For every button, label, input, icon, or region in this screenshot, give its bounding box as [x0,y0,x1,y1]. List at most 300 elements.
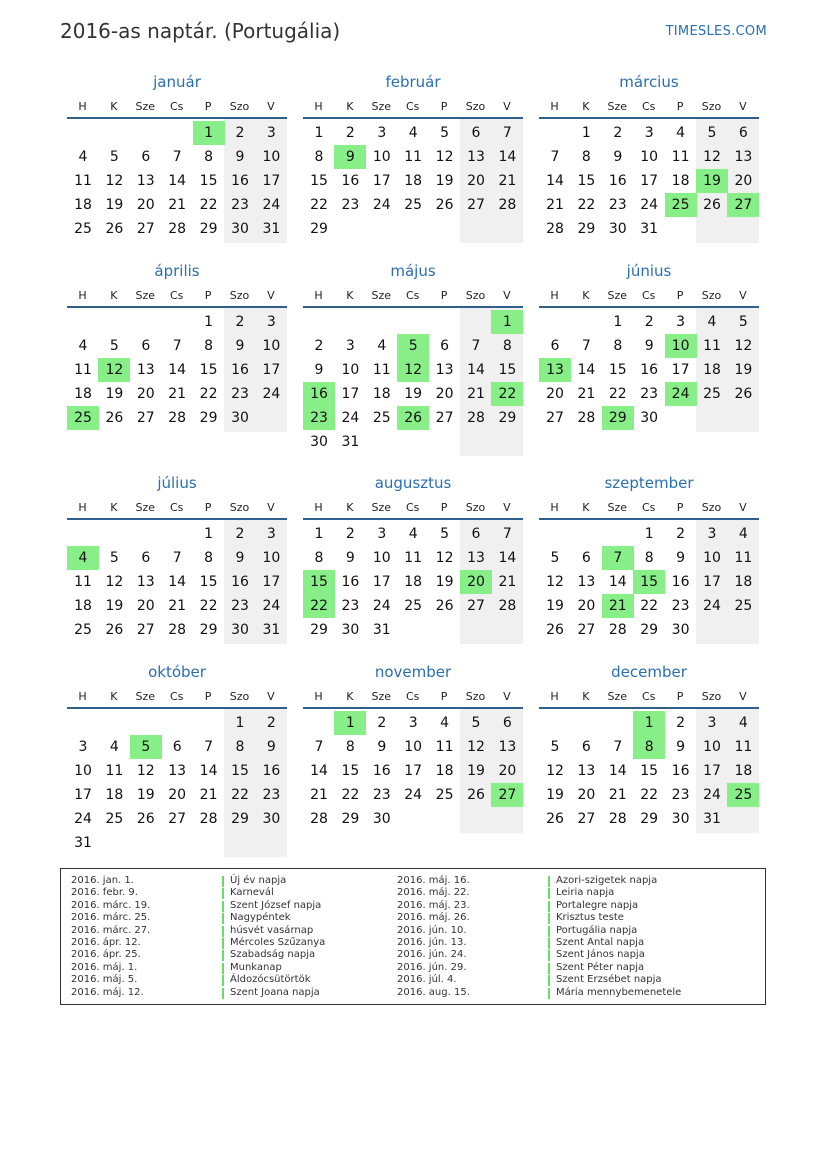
legend-date: 2016. márc. 25. [71,912,151,924]
day-cell: 14 [310,763,328,779]
day-cell: 14 [498,149,517,165]
day-cell: 4 [109,739,119,755]
day-cell: 17 [262,173,281,189]
month-name: június [626,262,672,280]
weekday-label: P [440,501,448,514]
legend-marker [222,913,224,924]
weekday-label: K [110,501,118,514]
day-cell: 8 [613,338,623,354]
day-cell: 24 [262,197,281,213]
day-cell: 22 [199,386,218,402]
day-cell: 20 [467,173,485,189]
month-name: szeptember [604,474,694,492]
day-cell: 8 [502,338,512,354]
holiday-day-cell: 7 [602,546,634,570]
day-cell: 5 [550,550,560,566]
day-cell: 11 [435,739,454,755]
weekday-label: P [440,100,448,113]
month-name: január [153,73,201,91]
day-cell: 9 [235,149,245,165]
day-cell: 7 [172,338,182,354]
page-title: 2016-as naptár. (Portugália) [60,19,341,43]
day-cell: 21 [498,173,517,189]
day-cell: 5 [707,125,717,141]
day-cell: 15 [199,173,218,189]
day-cell: 7 [172,550,182,566]
holiday-day-cell: 1 [633,711,665,735]
weekday-label: Szo [229,100,250,113]
day-cell: 21 [467,386,485,402]
legend-marker [548,888,550,899]
day-cell: 26 [435,598,454,614]
day-cell: 3 [266,314,276,330]
day-cell: 15 [608,362,627,378]
day-cell: 25 [734,598,753,614]
day-cell: 28 [546,221,564,237]
day-cell: 30 [671,811,690,827]
weekday-header [539,501,759,517]
day-cell: 16 [231,574,249,590]
weekday-header [539,100,759,116]
legend-date: 2016. jún. 10. [397,924,467,936]
weekday-label: Sze [135,501,156,514]
month-name: augusztus [374,474,452,492]
weekday-label: Cs [405,100,420,113]
day-cell: 10 [262,550,281,566]
day-cell: 27 [136,622,155,638]
legend-holiday-name: Nagypéntek [230,912,291,924]
day-cell: 14 [577,362,596,378]
day-cell: 8 [314,550,324,566]
day-cell: 8 [345,739,355,755]
weekday-label: P [440,289,448,302]
legend-date: 2016. aug. 15. [397,986,470,998]
day-cell: 10 [640,149,659,165]
legend-holiday-name: Karnevál [230,887,274,899]
day-cell: 29 [310,221,328,237]
holiday-day-cell: 15 [633,570,665,594]
day-cell: 9 [676,550,686,566]
day-cell: 19 [435,574,454,590]
month-name: február [385,73,441,91]
legend-date: 2016. febr. 9. [71,887,138,899]
day-cell: 12 [467,739,485,755]
holiday-day-cell: 27 [491,783,523,807]
day-cell: 6 [141,149,151,165]
weekday-label: Cs [169,289,184,302]
day-cell: 29 [640,622,659,638]
holiday-day-cell: 27 [727,193,759,217]
day-cell: 5 [109,550,119,566]
weekday-label: H [550,501,559,514]
day-cell: 15 [640,763,659,779]
day-cell: 10 [341,362,360,378]
day-cell: 4 [78,338,88,354]
legend-holiday-name: Krisztus teste [556,912,624,924]
day-cell: 24 [262,386,281,402]
day-cell: 2 [345,526,355,542]
legend-marker [548,926,550,937]
legend-holiday-name: Mércoles Szűzanya [230,937,326,948]
day-cell: 6 [471,125,481,141]
day-cell: 31 [341,434,360,450]
day-cell: 15 [577,173,596,189]
day-cell: 14 [168,362,187,378]
day-cell: 6 [581,739,591,755]
day-cell: 18 [435,763,454,779]
days-grid [303,709,523,833]
day-cell: 2 [613,125,623,141]
holiday-day-cell: 25 [727,783,759,807]
weekday-label: Szo [701,690,722,703]
day-cell: 23 [640,386,659,402]
day-cell: 8 [314,149,324,165]
legend-marker [222,988,224,999]
day-cell: 2 [235,526,245,542]
day-cell: 5 [471,715,481,731]
weekday-label: Cs [641,501,656,514]
weekday-label: Sze [607,690,628,703]
day-cell: 30 [608,221,627,237]
day-cell: 2 [235,314,245,330]
weekday-label: P [440,690,448,703]
holiday-day-cell: 16 [303,382,335,406]
weekday-label: V [739,100,747,113]
day-cell: 11 [734,739,753,755]
days-grid [67,308,287,432]
weekday-label: H [314,100,323,113]
day-cell: 29 [577,221,596,237]
day-cell: 7 [502,125,512,141]
day-cell: 19 [105,197,124,213]
day-cell: 20 [168,787,187,803]
holiday-day-cell: 24 [665,382,697,406]
weekday-label: K [110,289,118,302]
day-cell: 1 [314,125,324,141]
day-cell: 14 [168,173,187,189]
brand-logo[interactable]: TIMESLES.COM [665,24,767,39]
weekday-label: K [346,289,354,302]
day-cell: 3 [78,739,88,755]
day-cell: 30 [310,434,328,450]
holiday-day-cell: 23 [303,406,335,430]
weekday-label: Cs [641,690,656,703]
day-cell: 23 [608,197,627,213]
weekday-label: Szo [701,100,722,113]
day-cell: 22 [577,197,596,213]
holiday-day-cell: 22 [303,594,335,618]
day-cell: 16 [372,763,391,779]
days-grid [67,520,287,644]
day-cell: 13 [498,739,517,755]
day-cell: 1 [235,715,245,731]
day-cell: 26 [546,811,564,827]
day-cell: 20 [734,173,753,189]
days-grid [539,119,759,243]
legend-marker [222,888,224,899]
weekday-label: Sze [135,690,156,703]
day-cell: 11 [703,338,721,354]
day-cell: 9 [266,739,276,755]
day-cell: 25 [703,386,721,402]
legend-holiday-name: Leiria napja [556,887,615,899]
legend-date: 2016. máj. 1. [71,961,138,973]
day-cell: 4 [408,125,418,141]
day-cell: 18 [74,197,92,213]
day-cell: 27 [467,197,485,213]
legend-date: 2016. jún. 24. [397,949,467,961]
days-grid [303,308,523,456]
day-cell: 16 [341,574,360,590]
day-cell: 13 [734,149,753,165]
day-cell: 21 [199,787,218,803]
day-cell: 10 [262,338,281,354]
day-cell: 23 [262,787,281,803]
weekday-label: V [267,100,275,113]
day-cell: 24 [703,787,721,803]
day-cell: 2 [377,715,387,731]
legend-date: 2016. máj. 22. [397,887,470,899]
legend-date: 2016. máj. 12. [71,986,144,998]
legend-holiday-name: Munkanap [230,961,282,973]
day-cell: 30 [671,622,690,638]
holiday-day-cell: 26 [397,406,429,430]
month-name: március [619,73,679,91]
day-cell: 16 [341,173,360,189]
holiday-day-cell: 19 [696,169,728,193]
day-cell: 13 [577,763,596,779]
day-cell: 20 [136,598,155,614]
legend-date: 2016. máj. 5. [71,974,138,986]
legend-date: 2016. jún. 29. [397,961,467,973]
holiday-day-cell: 12 [397,358,429,382]
day-cell: 24 [404,787,423,803]
legend-marker [548,950,550,961]
day-cell: 26 [105,622,124,638]
legend-holiday-name: Szent József napja [230,899,322,911]
day-cell: 27 [435,410,454,426]
day-cell: 23 [231,386,249,402]
day-cell: 19 [105,598,124,614]
days-grid [67,119,287,243]
day-cell: 3 [377,125,387,141]
weekday-header [303,289,523,305]
weekday-label: K [582,100,590,113]
legend-holiday-name: Szent Erzsébet napja [556,974,662,986]
day-cell: 26 [105,410,124,426]
day-cell: 31 [74,835,92,851]
weekday-label: P [676,501,684,514]
day-cell: 23 [341,197,360,213]
day-cell: 3 [676,314,686,330]
day-cell: 18 [74,598,92,614]
days-grid [303,119,523,243]
day-cell: 24 [262,598,281,614]
day-cell: 19 [435,173,454,189]
day-cell: 4 [440,715,450,731]
day-cell: 28 [577,410,596,426]
weekday-label: Cs [641,289,656,302]
legend-holiday-name: Szabadság napja [230,949,316,961]
day-cell: 12 [105,173,124,189]
day-cell: 28 [168,622,187,638]
day-cell: 21 [168,598,187,614]
day-cell: 9 [377,739,387,755]
legend-holiday-name: Új év napja [230,875,287,886]
day-cell: 17 [262,574,281,590]
day-cell: 11 [74,362,92,378]
month-name: július [157,474,197,492]
weekday-header [67,100,287,116]
day-cell: 31 [703,811,721,827]
day-cell: 8 [644,550,654,566]
weekday-label: Szo [465,501,486,514]
weekday-label: Cs [405,289,420,302]
day-cell: 13 [435,362,454,378]
weekday-label: Sze [607,501,628,514]
day-cell: 23 [231,598,249,614]
day-cell: 26 [734,386,753,402]
day-cell: 28 [467,410,485,426]
day-cell: 5 [109,338,119,354]
day-cell: 19 [546,787,564,803]
weekday-label: K [582,501,590,514]
day-cell: 15 [341,763,360,779]
day-cell: 20 [498,763,517,779]
legend-date: 2016. máj. 26. [397,912,470,924]
holiday-day-cell: 1 [193,121,225,145]
day-cell: 2 [644,314,654,330]
day-cell: 16 [231,362,249,378]
day-cell: 28 [168,410,187,426]
day-cell: 8 [204,550,214,566]
weekday-label: H [314,690,323,703]
holiday-day-cell: 15 [303,570,335,594]
day-cell: 14 [546,173,564,189]
day-cell: 16 [608,173,627,189]
weekday-label: K [346,690,354,703]
day-cell: 10 [74,763,92,779]
weekday-header [303,501,523,517]
day-cell: 21 [310,787,328,803]
day-cell: 2 [345,125,355,141]
weekday-label: Szo [229,289,250,302]
day-cell: 3 [345,338,355,354]
weekday-header [303,690,523,706]
day-cell: 8 [204,149,214,165]
legend-holiday-name: Mária mennybemenetele [556,986,682,998]
weekday-label: V [503,100,511,113]
day-cell: 13 [136,574,155,590]
day-cell: 7 [471,338,481,354]
day-cell: 11 [734,550,753,566]
day-cell: 21 [608,787,627,803]
day-cell: 14 [498,550,517,566]
legend-date: 2016. ápr. 12. [71,937,141,948]
day-cell: 7 [550,149,560,165]
day-cell: 14 [608,763,627,779]
day-cell: 5 [440,125,450,141]
legend-holiday-name: Szent Péter napja [556,961,645,973]
day-cell: 23 [231,197,249,213]
weekday-label: K [346,100,354,113]
weekday-label: Cs [405,690,420,703]
legend-date: 2016. jan. 1. [71,875,134,886]
holiday-day-cell: 4 [67,546,99,570]
day-cell: 26 [467,787,485,803]
day-cell: 25 [74,221,92,237]
day-cell: 31 [262,221,281,237]
holiday-day-cell: 1 [334,711,366,735]
day-cell: 27 [577,622,596,638]
day-cell: 12 [435,550,454,566]
day-cell: 28 [498,197,517,213]
day-cell: 11 [105,763,124,779]
day-cell: 27 [136,410,155,426]
day-cell: 20 [435,386,454,402]
day-cell: 8 [581,149,591,165]
days-grid [539,308,759,432]
legend-holiday-name: Azori-szigetek napja [556,875,658,886]
day-cell: 11 [74,574,92,590]
day-cell: 3 [707,715,717,731]
day-cell: 23 [372,787,391,803]
weekday-label: V [503,289,511,302]
day-cell: 19 [467,763,485,779]
day-cell: 19 [734,362,753,378]
legend-holiday-name: Szent Antal napja [556,937,645,948]
weekday-label: P [204,100,212,113]
day-cell: 7 [172,149,182,165]
weekday-label: Szo [701,501,722,514]
day-cell: 31 [262,622,281,638]
day-cell: 29 [231,811,249,827]
day-cell: 27 [136,221,155,237]
legend-marker [548,975,550,986]
legend-marker [548,938,550,949]
holiday-day-cell: 5 [397,334,429,358]
day-cell: 3 [707,526,717,542]
day-cell: 23 [341,598,360,614]
day-cell: 4 [707,314,717,330]
day-cell: 29 [341,811,360,827]
weekday-label: H [550,289,559,302]
day-cell: 3 [266,125,276,141]
day-cell: 9 [613,149,623,165]
weekday-label: Sze [607,289,628,302]
days-grid [539,709,759,833]
legend-date: 2016. jún. 13. [397,937,467,948]
legend-holiday-name: húsvét vasárnap [230,924,314,936]
day-cell: 20 [136,197,155,213]
day-cell: 1 [644,526,654,542]
day-cell: 10 [703,550,721,566]
day-cell: 26 [703,197,721,213]
weekday-label: P [204,690,212,703]
day-cell: 7 [581,338,591,354]
weekday-header [303,100,523,116]
weekday-header [67,501,287,517]
day-cell: 13 [136,173,155,189]
day-cell: 12 [546,763,564,779]
day-cell: 15 [231,763,249,779]
days-grid [303,520,523,644]
day-cell: 4 [676,125,686,141]
day-cell: 7 [204,739,214,755]
day-cell: 23 [671,598,690,614]
weekday-label: Sze [371,690,392,703]
day-cell: 29 [310,622,328,638]
